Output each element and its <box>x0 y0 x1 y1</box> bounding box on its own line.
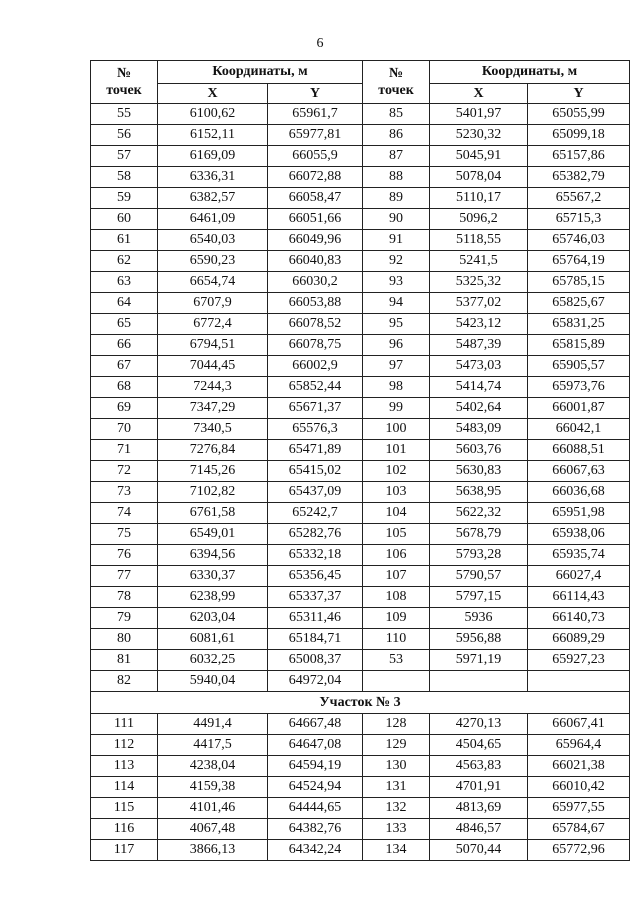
y-cell: 66027,4 <box>528 566 630 587</box>
page-number: 6 <box>316 36 324 51</box>
table-row <box>91 735 630 756</box>
y-cell: 65055,99 <box>528 104 630 125</box>
section-title: Участок № 3 <box>91 692 630 714</box>
x-cell: 6169,09 <box>158 146 268 167</box>
point-number-cell: 77 <box>91 566 158 587</box>
point-number-cell: 61 <box>91 230 158 251</box>
point-number-cell: 89 <box>363 188 430 209</box>
y-cell: 66049,96 <box>268 230 363 251</box>
x-cell: 6081,61 <box>158 629 268 650</box>
point-number-cell: 99 <box>363 398 430 419</box>
point-number-cell: 93 <box>363 272 430 293</box>
point-number-cell: 58 <box>91 167 158 188</box>
y-cell: 65935,74 <box>528 545 630 566</box>
x-cell: 5473,03 <box>430 356 528 377</box>
table-row <box>91 587 630 608</box>
y-cell: 66088,51 <box>528 440 630 461</box>
y-header-left: Y <box>268 84 363 104</box>
table-row <box>91 272 630 293</box>
table-row <box>91 524 630 545</box>
table-row <box>91 756 630 777</box>
y-cell: 65784,67 <box>528 819 630 840</box>
point-number-cell: 107 <box>363 566 430 587</box>
x-cell: 6203,04 <box>158 608 268 629</box>
point-number-cell: 110 <box>363 629 430 650</box>
y-cell: 65567,2 <box>528 188 630 209</box>
point-number-cell: 128 <box>363 714 430 735</box>
y-cell: 65831,25 <box>528 314 630 335</box>
x-cell: 7145,26 <box>158 461 268 482</box>
x-header-right: X <box>430 84 528 104</box>
x-cell: 4846,57 <box>430 819 528 840</box>
y-cell: 66140,73 <box>528 608 630 629</box>
y-cell: 65311,46 <box>268 608 363 629</box>
x-cell: 5230,32 <box>430 125 528 146</box>
table-row <box>91 146 630 167</box>
point-number-cell: 113 <box>91 756 158 777</box>
y-cell: 64524,94 <box>268 777 363 798</box>
y-cell: 65927,23 <box>528 650 630 671</box>
x-cell: 6540,03 <box>158 230 268 251</box>
x-cell: 7044,45 <box>158 356 268 377</box>
coordinates-table <box>90 60 630 861</box>
x-cell: 5638,95 <box>430 482 528 503</box>
x-cell: 4159,38 <box>158 777 268 798</box>
point-number-cell: 91 <box>363 230 430 251</box>
y-cell: 65746,03 <box>528 230 630 251</box>
x-cell: 5118,55 <box>430 230 528 251</box>
table-body-part1 <box>91 104 630 692</box>
x-cell: 5096,2 <box>430 209 528 230</box>
table-row <box>91 798 630 819</box>
x-cell: 5325,32 <box>430 272 528 293</box>
x-cell: 6761,58 <box>158 503 268 524</box>
y-cell: 65157,86 <box>528 146 630 167</box>
point-number-cell: 109 <box>363 608 430 629</box>
point-number-cell: 114 <box>91 777 158 798</box>
point-number-cell: 80 <box>91 629 158 650</box>
point-number-cell: 64 <box>91 293 158 314</box>
point-number-cell: 75 <box>91 524 158 545</box>
y-cell: 66078,52 <box>268 314 363 335</box>
y-cell: 65964,4 <box>528 735 630 756</box>
point-number-cell: 79 <box>91 608 158 629</box>
x-cell: 6654,74 <box>158 272 268 293</box>
table-row <box>91 167 630 188</box>
y-cell <box>528 671 630 692</box>
x-cell: 4238,04 <box>158 756 268 777</box>
x-cell: 6336,31 <box>158 167 268 188</box>
coordinates-header-left: Координаты, м <box>158 61 363 84</box>
x-cell: 5241,5 <box>430 251 528 272</box>
y-cell: 66114,43 <box>528 587 630 608</box>
y-cell: 66036,68 <box>528 482 630 503</box>
point-number-cell: 108 <box>363 587 430 608</box>
y-cell: 65785,15 <box>528 272 630 293</box>
x-cell: 5401,97 <box>430 104 528 125</box>
y-cell: 65815,89 <box>528 335 630 356</box>
table-row <box>91 777 630 798</box>
x-cell: 6382,57 <box>158 188 268 209</box>
y-cell: 65415,02 <box>268 461 363 482</box>
table-body-part2 <box>91 714 630 861</box>
x-cell: 5487,39 <box>430 335 528 356</box>
point-number-word: точек <box>106 83 142 98</box>
y-cell: 64647,08 <box>268 735 363 756</box>
x-cell: 5630,83 <box>430 461 528 482</box>
y-cell: 66021,38 <box>528 756 630 777</box>
table-row <box>91 251 630 272</box>
point-number-cell: 116 <box>91 819 158 840</box>
table-row <box>91 440 630 461</box>
table-row <box>91 566 630 587</box>
y-cell: 65938,06 <box>528 524 630 545</box>
point-number-cell: 95 <box>363 314 430 335</box>
x-cell: 5936 <box>430 608 528 629</box>
point-number-cell: 85 <box>363 104 430 125</box>
y-cell: 66001,87 <box>528 398 630 419</box>
table-row <box>91 314 630 335</box>
point-number-cell: 129 <box>363 735 430 756</box>
y-cell: 64444,65 <box>268 798 363 819</box>
point-number-cell: 98 <box>363 377 430 398</box>
y-cell: 64594,19 <box>268 756 363 777</box>
point-number-cell: 65 <box>91 314 158 335</box>
y-cell: 65282,76 <box>268 524 363 545</box>
x-cell: 7102,82 <box>158 482 268 503</box>
x-cell: 7340,5 <box>158 419 268 440</box>
point-number-cell: 76 <box>91 545 158 566</box>
point-number-cell: 70 <box>91 419 158 440</box>
x-cell: 5402,64 <box>430 398 528 419</box>
y-cell: 65825,67 <box>528 293 630 314</box>
point-number-cell: 101 <box>363 440 430 461</box>
point-number-cell: 88 <box>363 167 430 188</box>
table-row <box>91 188 630 209</box>
point-number-cell: 66 <box>91 335 158 356</box>
point-number-cell: 57 <box>91 146 158 167</box>
y-cell: 65961,7 <box>268 104 363 125</box>
point-number-cell: 100 <box>363 419 430 440</box>
y-cell: 66058,47 <box>268 188 363 209</box>
x-cell: 7276,84 <box>158 440 268 461</box>
x-cell: 5078,04 <box>430 167 528 188</box>
x-cell: 4813,69 <box>430 798 528 819</box>
x-cell: 5940,04 <box>158 671 268 692</box>
y-cell: 65437,09 <box>268 482 363 503</box>
x-cell: 6238,99 <box>158 587 268 608</box>
point-number-cell: 72 <box>91 461 158 482</box>
y-cell: 65242,7 <box>268 503 363 524</box>
point-number-cell: 97 <box>363 356 430 377</box>
point-number-cell: 86 <box>363 125 430 146</box>
x-cell: 6330,37 <box>158 566 268 587</box>
x-cell: 4101,46 <box>158 798 268 819</box>
point-number-symbol: № <box>116 66 132 81</box>
point-number-symbol: № <box>388 66 404 81</box>
table-row <box>91 714 630 735</box>
y-cell: 64972,04 <box>268 671 363 692</box>
y-cell: 64382,76 <box>268 819 363 840</box>
x-cell: 4491,4 <box>158 714 268 735</box>
y-cell: 65471,89 <box>268 440 363 461</box>
x-cell: 5045,91 <box>430 146 528 167</box>
point-number-cell: 90 <box>363 209 430 230</box>
table-row <box>91 629 630 650</box>
x-cell: 6707,9 <box>158 293 268 314</box>
y-cell: 66040,83 <box>268 251 363 272</box>
y-cell: 65576,3 <box>268 419 363 440</box>
y-cell: 65764,19 <box>528 251 630 272</box>
table-row <box>91 840 630 861</box>
y-cell: 66078,75 <box>268 335 363 356</box>
y-cell: 65977,55 <box>528 798 630 819</box>
y-cell: 64667,48 <box>268 714 363 735</box>
point-number-cell: 87 <box>363 146 430 167</box>
point-number-cell: 73 <box>91 482 158 503</box>
x-cell: 5070,44 <box>430 840 528 861</box>
point-number-header-right <box>363 61 430 104</box>
y-cell: 65772,96 <box>528 840 630 861</box>
point-number-cell: 102 <box>363 461 430 482</box>
x-cell: 5414,74 <box>430 377 528 398</box>
point-number-cell: 62 <box>91 251 158 272</box>
point-number-cell: 133 <box>363 819 430 840</box>
point-number-cell: 112 <box>91 735 158 756</box>
point-number-cell: 68 <box>91 377 158 398</box>
point-number-cell: 59 <box>91 188 158 209</box>
y-cell: 66030,2 <box>268 272 363 293</box>
x-header-left: X <box>158 84 268 104</box>
x-cell: 5377,02 <box>430 293 528 314</box>
y-cell: 65905,57 <box>528 356 630 377</box>
y-cell: 65977,81 <box>268 125 363 146</box>
y-cell: 65382,79 <box>528 167 630 188</box>
y-cell: 66055,9 <box>268 146 363 167</box>
x-cell: 4504,65 <box>430 735 528 756</box>
x-cell: 6549,01 <box>158 524 268 545</box>
point-number-cell: 115 <box>91 798 158 819</box>
table-row <box>91 125 630 146</box>
x-cell: 5483,09 <box>430 419 528 440</box>
x-cell: 6394,56 <box>158 545 268 566</box>
x-cell: 6032,25 <box>158 650 268 671</box>
table-row <box>91 104 630 125</box>
table-row <box>91 671 630 692</box>
y-cell: 66067,41 <box>528 714 630 735</box>
table-row <box>91 608 630 629</box>
point-number-cell: 103 <box>363 482 430 503</box>
x-cell: 6590,23 <box>158 251 268 272</box>
point-number-cell: 130 <box>363 756 430 777</box>
x-cell: 5956,88 <box>430 629 528 650</box>
point-number-cell: 106 <box>363 545 430 566</box>
point-number-cell: 71 <box>91 440 158 461</box>
section-row-group <box>91 692 630 714</box>
y-cell: 65356,45 <box>268 566 363 587</box>
y-cell: 66067,63 <box>528 461 630 482</box>
x-cell: 7244,3 <box>158 377 268 398</box>
coordinates-header-right: Координаты, м <box>430 61 630 84</box>
y-cell: 66051,66 <box>268 209 363 230</box>
y-cell: 65332,18 <box>268 545 363 566</box>
x-cell: 4270,13 <box>430 714 528 735</box>
x-cell: 6794,51 <box>158 335 268 356</box>
point-number-cell: 60 <box>91 209 158 230</box>
point-number-word: точек <box>378 83 414 98</box>
point-number-cell: 104 <box>363 503 430 524</box>
y-cell: 65973,76 <box>528 377 630 398</box>
x-cell: 5678,79 <box>430 524 528 545</box>
point-number-cell: 82 <box>91 671 158 692</box>
x-cell: 6100,62 <box>158 104 268 125</box>
y-cell: 66053,88 <box>268 293 363 314</box>
x-cell: 5423,12 <box>430 314 528 335</box>
y-cell: 65951,98 <box>528 503 630 524</box>
y-cell: 65671,37 <box>268 398 363 419</box>
point-number-cell <box>363 671 430 692</box>
point-number-cell: 131 <box>363 777 430 798</box>
point-number-cell: 111 <box>91 714 158 735</box>
y-cell: 65715,3 <box>528 209 630 230</box>
y-header-right: Y <box>528 84 630 104</box>
point-number-cell: 63 <box>91 272 158 293</box>
y-cell: 66089,29 <box>528 629 630 650</box>
y-cell: 65184,71 <box>268 629 363 650</box>
x-cell: 5793,28 <box>430 545 528 566</box>
x-cell <box>430 671 528 692</box>
x-cell: 5971,19 <box>430 650 528 671</box>
table-row <box>91 356 630 377</box>
y-cell: 66002,9 <box>268 356 363 377</box>
table-row <box>91 230 630 251</box>
x-cell: 4067,48 <box>158 819 268 840</box>
point-number-cell: 74 <box>91 503 158 524</box>
table-row <box>91 482 630 503</box>
x-cell: 3866,13 <box>158 840 268 861</box>
y-cell: 65337,37 <box>268 587 363 608</box>
table-row <box>91 419 630 440</box>
x-cell: 5110,17 <box>430 188 528 209</box>
point-number-cell: 94 <box>363 293 430 314</box>
point-number-cell: 56 <box>91 125 158 146</box>
point-number-cell: 132 <box>363 798 430 819</box>
x-cell: 4563,83 <box>430 756 528 777</box>
y-cell: 66042,1 <box>528 419 630 440</box>
point-number-cell: 96 <box>363 335 430 356</box>
table-row <box>91 209 630 230</box>
table-row <box>91 503 630 524</box>
table-row <box>91 335 630 356</box>
x-cell: 5622,32 <box>430 503 528 524</box>
point-number-cell: 134 <box>363 840 430 861</box>
x-cell: 5603,76 <box>430 440 528 461</box>
y-cell: 66072,88 <box>268 167 363 188</box>
table-row <box>91 650 630 671</box>
point-number-cell: 92 <box>363 251 430 272</box>
table-row <box>91 545 630 566</box>
point-number-cell: 117 <box>91 840 158 861</box>
point-number-header-left <box>91 61 158 104</box>
point-number-cell: 105 <box>363 524 430 545</box>
table-row <box>91 461 630 482</box>
point-number-cell: 81 <box>91 650 158 671</box>
point-number-cell: 67 <box>91 356 158 377</box>
table-row <box>91 819 630 840</box>
x-cell: 4417,5 <box>158 735 268 756</box>
point-number-cell: 55 <box>91 104 158 125</box>
table-row <box>91 398 630 419</box>
x-cell: 6461,09 <box>158 209 268 230</box>
x-cell: 4701,91 <box>430 777 528 798</box>
y-cell: 66010,42 <box>528 777 630 798</box>
x-cell: 5797,15 <box>430 587 528 608</box>
x-cell: 6772,4 <box>158 314 268 335</box>
y-cell: 65852,44 <box>268 377 363 398</box>
point-number-cell: 53 <box>363 650 430 671</box>
x-cell: 6152,11 <box>158 125 268 146</box>
y-cell: 65099,18 <box>528 125 630 146</box>
point-number-cell: 78 <box>91 587 158 608</box>
y-cell: 65008,37 <box>268 650 363 671</box>
table-row <box>91 293 630 314</box>
point-number-cell: 69 <box>91 398 158 419</box>
table-row <box>91 377 630 398</box>
y-cell: 64342,24 <box>268 840 363 861</box>
x-cell: 7347,29 <box>158 398 268 419</box>
x-cell: 5790,57 <box>430 566 528 587</box>
